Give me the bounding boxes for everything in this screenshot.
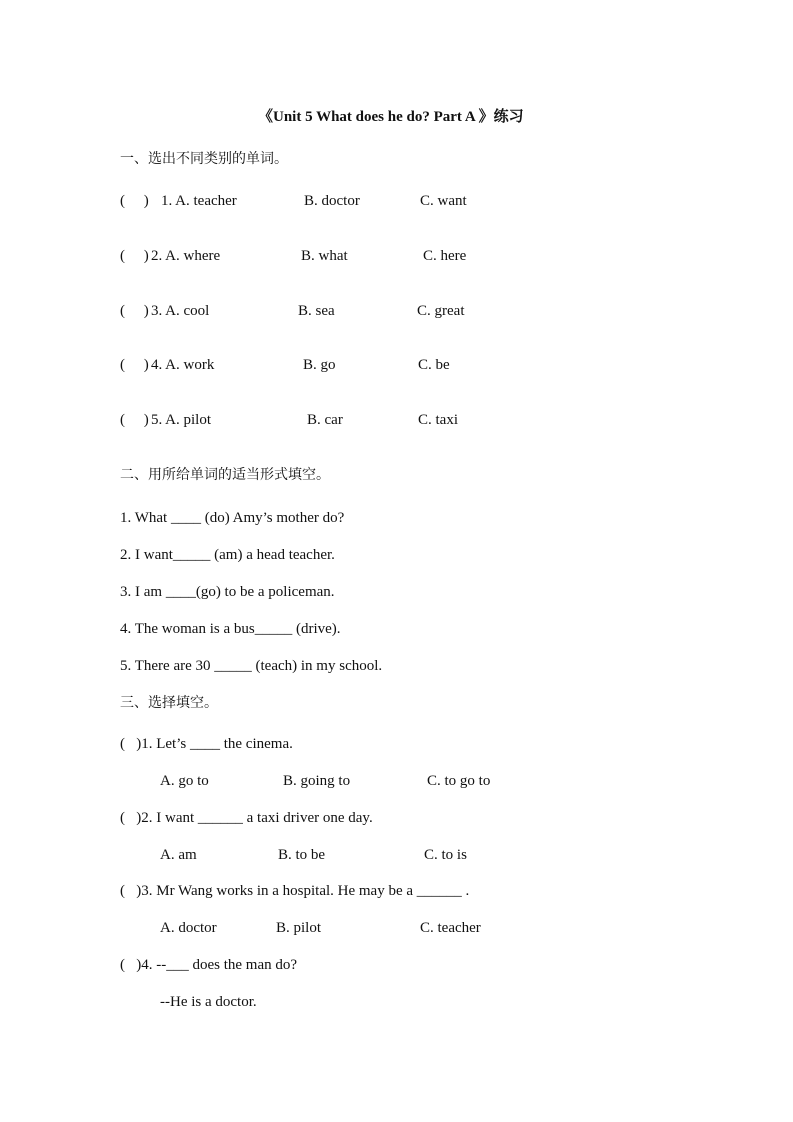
- option-c: C. here: [423, 248, 467, 264]
- option-c: C. want: [420, 193, 467, 209]
- fill-blank-item: 5. There are 30 _____ (teach) in my school.: [120, 658, 383, 674]
- option-a: A. doctor: [160, 920, 217, 936]
- option-b: B. pilot: [276, 920, 322, 936]
- section1-heading: 一、选出不同类别的单词。: [120, 151, 288, 167]
- option-c: C. teacher: [420, 920, 481, 936]
- section2-heading: 二、用所给单词的适当形式填空。: [120, 467, 330, 483]
- choice-question: ( )2. I want ______ a taxi driver one day.: [120, 810, 373, 826]
- choice-question: ( )1. Let’s ____ the cinema.: [120, 736, 293, 752]
- option-b: B. go: [303, 357, 336, 373]
- fill-blank-item: 1. What ____ (do) Amy’s mother do?: [120, 510, 345, 526]
- option-a: 1. A. teacher: [161, 193, 237, 209]
- option-b: B. car: [307, 412, 343, 428]
- option-b: B. what: [301, 248, 348, 264]
- answer-blank[interactable]: ( ): [120, 193, 149, 209]
- answer-blank[interactable]: ( ): [120, 357, 149, 373]
- option-c: C. great: [417, 303, 465, 319]
- option-a: A. go to: [160, 773, 209, 789]
- choice-question: ( )3. Mr Wang works in a hospital. He may be a ______ .: [120, 883, 470, 899]
- option-b: B. doctor: [304, 193, 360, 209]
- fill-blank-item: 3. I am ____(go) to be a policeman.: [120, 584, 335, 600]
- option-c: C. taxi: [418, 412, 458, 428]
- option-a: 3. A. cool: [151, 303, 210, 319]
- option-b: B. going to: [283, 773, 351, 789]
- option-c: C. to is: [424, 847, 467, 863]
- option-b: B. to be: [278, 847, 326, 863]
- page-title: 《Unit 5 What does he do? Part A 》练习: [258, 109, 524, 125]
- option-a: 4. A. work: [151, 357, 215, 373]
- section3-heading: 三、选择填空。: [120, 695, 218, 711]
- fill-blank-item: 2. I want_____ (am) a head teacher.: [120, 547, 335, 563]
- fill-blank-item: 4. The woman is a bus_____ (drive).: [120, 621, 341, 637]
- option-b: B. sea: [298, 303, 335, 319]
- option-a: 2. A. where: [151, 248, 221, 264]
- dialogue-answer: --He is a doctor.: [160, 994, 257, 1010]
- answer-blank[interactable]: ( ): [120, 412, 149, 428]
- choice-question: ( )4. --___ does the man do?: [120, 957, 298, 973]
- answer-blank[interactable]: ( ): [120, 303, 149, 319]
- option-a: 5. A. pilot: [151, 412, 212, 428]
- option-c: C. be: [418, 357, 450, 373]
- option-c: C. to go to: [427, 773, 491, 789]
- option-a: A. am: [160, 847, 197, 863]
- answer-blank[interactable]: ( ): [120, 248, 149, 264]
